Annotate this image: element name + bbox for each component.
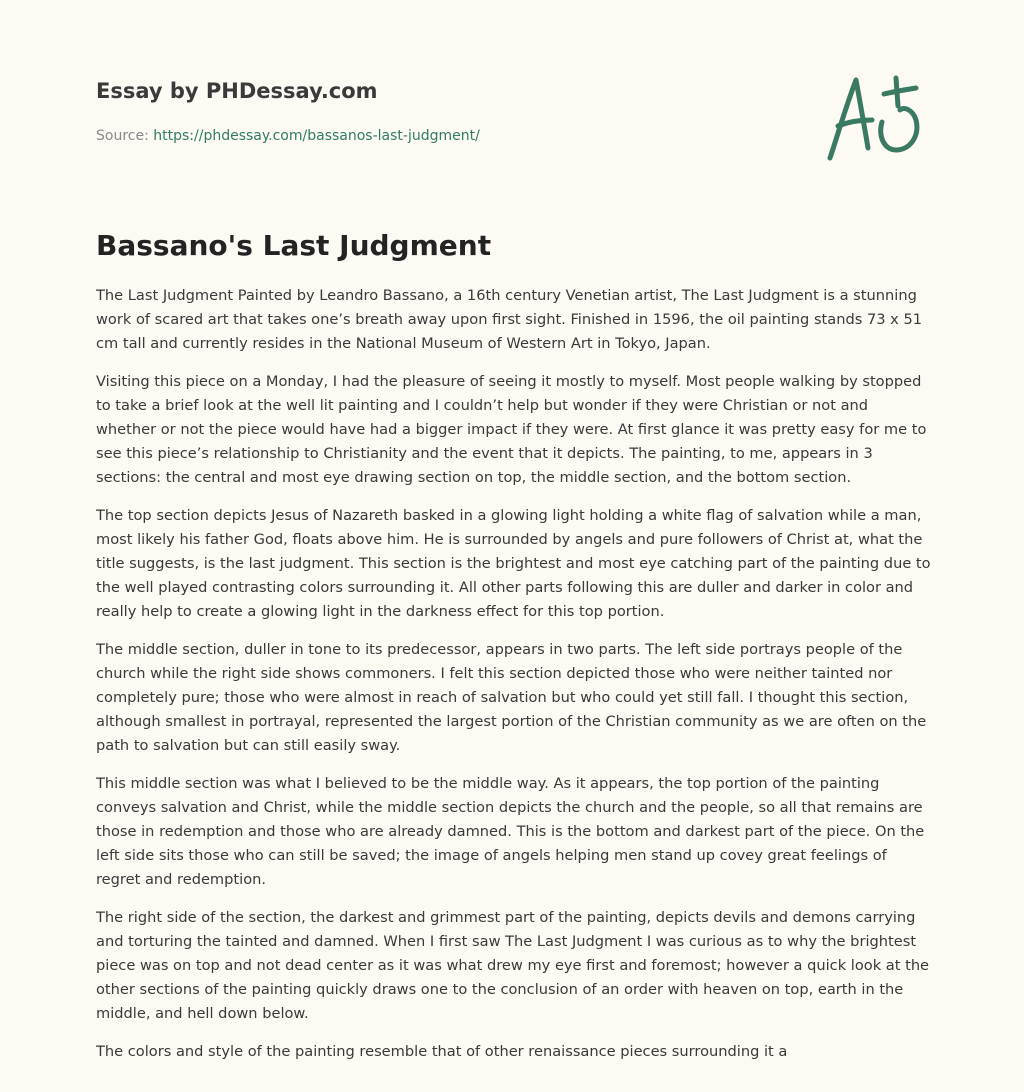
essay-paragraph: The colors and style of the painting resemble that of other renaissance pieces surrounding it a — [96, 1043, 788, 1060]
source-line — [96, 126, 928, 146]
essay-paragraph: Visiting this piece on a Monday, I had the pleasure of seeing it mostly to myself. Most people walking by stopped to take a brief look at the well lit painting and I couldn’t help but wonder if they were Christian or not and whether or not the piece would have had a bigger impact if they were. At first glance it was pretty easy for me to see this piece’s relationship to Christianity and the event that it depicts. The painting, to me, appears in 3 sections: the central and most eye drawing section on top, the middle section, and the bottom section. — [96, 373, 927, 486]
essay-title: Bassano's Last Judgment — [96, 229, 492, 262]
essay-paragraph: The Last Judgment Painted by Leandro Bassano, a 16th century Venetian artist, The Last Judgment is a stunning work of scared art that takes one’s breath away upon first sight. Finished in 1596, the oil painting stands 73 x 51 cm tall and currently resides in the National Museum of Western Art in Tokyo, Japan. — [96, 287, 923, 352]
page-header — [96, 76, 928, 146]
source-label: Source: — [96, 128, 149, 144]
essay-paragraph: The right side of the section, the darkest and grimmest part of the painting, depicts devils and demons carrying and torturing the tainted and damned. When I first saw The Last Judgment I was curious as to why the brightest piece was on top and not dead center as it was what drew my eye first and foremost; however a quick look at the other sections of the painting quickly draws one to the conclusion of an order with heaven on top, earth in the middle, and hell down below. — [96, 909, 930, 1022]
site-title: Essay by PHDessay.com — [96, 79, 378, 103]
essay-paragraph: This middle section was what I believed to be the middle way. As it appears, the top portion of the painting conveys salvation and Christ, while the middle section depicts the church and the people, so all that remains are those in redemption and those who are already damned. This is the bottom and darkest part of the piece. On the left side sits those who can still be saved; the image of angels helping men stand up covey great feelings of regret and redemption. — [96, 775, 925, 888]
source-link[interactable]: https://phdessay.com/bassanos-last-judgment/ — [153, 128, 480, 144]
essay-paragraph: The middle section, duller in tone to its predecessor, appears in two parts. The left side portrays people of the church while the right side shows commoners. I felt this section depicted those who were neither tainted nor completely pure; those who were almost in reach of salvation but who could yet still fall. I thought this section, although smallest in portrayal, represented the largest portion of the Christian community as we are often on the path to salvation but can still easily sway. — [96, 641, 927, 754]
essay-paragraph: The top section depicts Jesus of Nazareth basked in a glowing light holding a white flag of salvation while a man, most likely his father God, floats above him. He is surrounded by angels and pure followers of Christ at, what the title suggests, is the last judgment. This section is the brightest and most eye catching part of the painting due to the well played contrasting colors surrounding it. All other parts following this are duller and darker in color and really help to create a glowing light in the darkness effect for this top portion. — [96, 507, 931, 620]
article — [96, 228, 932, 1078]
a-plus-grade-icon — [820, 66, 932, 166]
